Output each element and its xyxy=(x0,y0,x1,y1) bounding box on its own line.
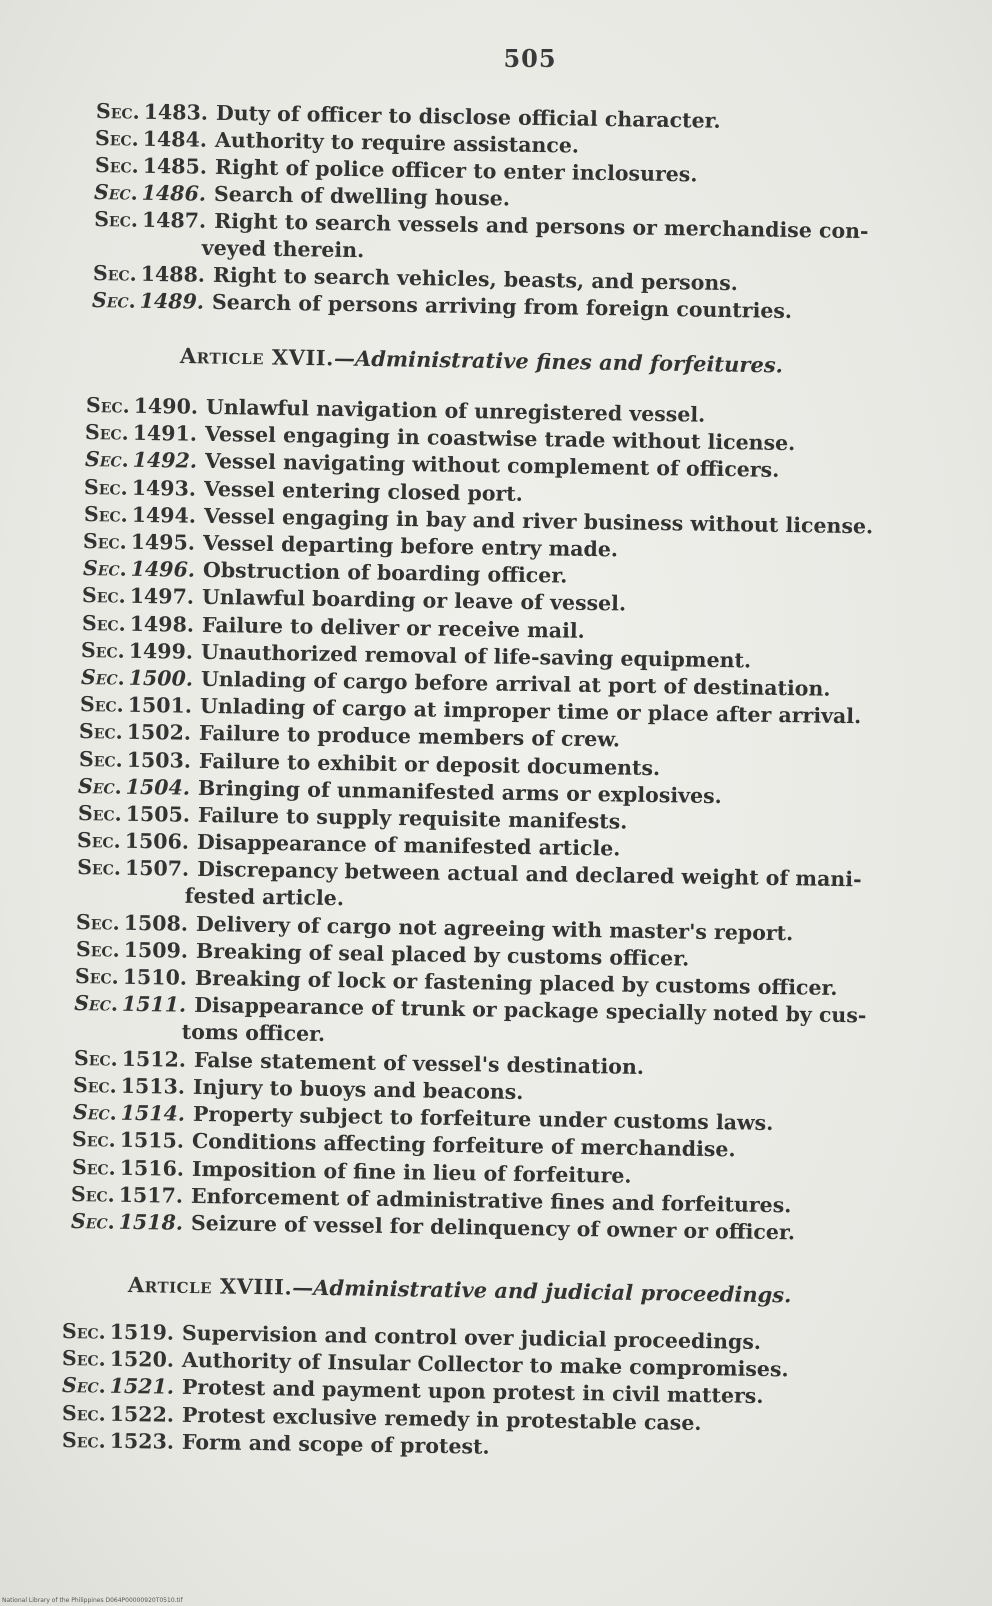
section-label: Sec xyxy=(79,719,117,744)
section-entry: Sec. 1513 . Injury to buoys and beacons. xyxy=(73,1072,524,1106)
section-title: Vessel engaging in bay and river business without license. xyxy=(203,503,874,539)
section-label: Sec xyxy=(84,447,122,472)
section-label: Sec xyxy=(80,665,118,690)
section-title: Delivery of cargo not agreeing with master's report. xyxy=(195,911,794,946)
section-number: 1507 . xyxy=(124,856,189,881)
section-title: Disappearance of trunk or package specially noted by cus- xyxy=(194,993,867,1028)
section-title: Conditions affecting forfeiture of merchandise. xyxy=(192,1129,737,1162)
section-number: 1492 . xyxy=(132,448,197,473)
section-title: Unlading of cargo before arrival at port of destination. xyxy=(200,666,831,701)
section-entry: Sec. 1493 . Vessel entering closed port. xyxy=(84,474,523,508)
section-label: Sec xyxy=(61,1319,99,1344)
section-entry: Sec. 1495 . Vessel departing before entry made. xyxy=(83,528,618,563)
section-entry: Sec. 1521 . Protest and payment upon protest in civil matters. xyxy=(62,1372,764,1410)
section-number: 1513 . xyxy=(121,1074,186,1099)
section-label: Sec xyxy=(81,583,119,608)
section-title: Protest and payment upon protest in civil matters. xyxy=(181,1375,764,1409)
section-number: 1521 . xyxy=(110,1374,175,1399)
section-number: 1516 . xyxy=(119,1155,184,1180)
section-title: Supervision and control over judicial proceedings. xyxy=(181,1320,762,1354)
section-number: 1519 . xyxy=(110,1320,175,1345)
section-label: Sec xyxy=(78,746,116,772)
section-number: 1483 . xyxy=(144,100,209,125)
section-title: Injury to buoys and beacons. xyxy=(193,1074,524,1105)
section-title-continuation: toms officer. xyxy=(182,1020,326,1047)
section-label: Sec xyxy=(78,773,116,799)
section-title: Vessel entering closed port. xyxy=(204,476,524,506)
section-entry: Sec. 1496 . Obstruction of boarding officer. xyxy=(82,555,567,590)
section-title: Seizure of vessel for delinquency of owner or officer. xyxy=(190,1210,795,1245)
section-number: 1501 . xyxy=(128,693,193,718)
section-number: 1517 . xyxy=(119,1183,184,1208)
section-entry: Sec. 1520 . Authority of Insular Collector to make compromises. xyxy=(62,1345,789,1383)
section-entry: Sec. 1494 . Vessel engaging in bay and river business without license. xyxy=(84,501,874,540)
section-number: 1497 . xyxy=(130,584,195,609)
section-label: Sec xyxy=(85,393,123,418)
section-label: Sec xyxy=(72,1100,110,1125)
section-entry: Sec. 1517 . Enforcement of administrative fines and forfeitures. xyxy=(71,1181,792,1219)
page-number: 505 xyxy=(503,44,557,73)
section-label: Sec xyxy=(94,180,132,205)
section-label: Sec xyxy=(73,1045,111,1071)
section-label: Sec xyxy=(93,207,131,232)
section-label: Sec xyxy=(72,1127,110,1152)
section-entry: Sec. 1484 . Authority to require assistance. xyxy=(95,125,579,160)
section-label: Sec xyxy=(92,261,130,286)
section-entry: Sec. 1501 . Unlading of cargo at improper time or place after arrival. xyxy=(80,691,862,730)
section-entry: Sec. 1507 . Discrepancy between actual and declared weight of mani- fested article. xyxy=(76,854,861,920)
section-label: Sec xyxy=(79,692,117,717)
section-title: Right of police officer to enter inclosures. xyxy=(214,154,698,187)
section-entry: Sec. 1519 . Supervision and control over judicial proceedings. xyxy=(62,1318,761,1356)
section-title: Form and scope of protest. xyxy=(181,1429,490,1459)
section-entry: Sec. 1508 . Delivery of cargo not agreeing with master's report. xyxy=(76,909,794,947)
section-entry: Sec. 1510 . Breaking of lock or fastening placed by customs officer. xyxy=(75,963,838,1002)
section-title: Search of dwelling house. xyxy=(213,181,511,211)
article-18-title: —Administrative and judicial proceedings. xyxy=(292,1274,792,1308)
section-label: Sec xyxy=(71,1154,109,1180)
section-title: Failure to exhibit or deposit documents. xyxy=(198,748,661,780)
section-number: 1498 . xyxy=(129,611,194,636)
section-label: Sec xyxy=(80,637,118,663)
section-title: Failure to deliver or receive mail. xyxy=(201,612,585,643)
section-label: Sec xyxy=(74,964,112,989)
section-number: 1496 . xyxy=(130,557,195,582)
section-entry: Sec. 1512 . False statement of vessel's destination. xyxy=(74,1045,644,1081)
section-number: 1485 . xyxy=(142,154,207,179)
section-entry: Sec. 1492 . Vessel navigating without complement of officers. xyxy=(85,446,780,484)
section-entry: Sec. 1486 . Search of dwelling house. xyxy=(94,179,510,213)
section-entry: Sec. 1500 . Unlading of cargo before arrival at port of destination. xyxy=(80,664,830,703)
section-title: Right to search vehicles, beasts, and persons. xyxy=(212,262,739,296)
section-number: 1522 . xyxy=(110,1401,175,1426)
section-title: Duty of officer to disclose official character. xyxy=(215,100,721,133)
section-entry: Sec. 1516 . Imposition of fine in lieu of forfeiture. xyxy=(71,1154,631,1190)
section-entry: Sec. 1488 . Right to search vehicles, beasts, and persons. xyxy=(93,260,738,297)
section-number: 1488 . xyxy=(141,262,206,287)
section-title: Vessel engaging in coastwise trade without license. xyxy=(205,422,796,456)
section-label: Sec xyxy=(61,1346,99,1371)
section-title: Discrepancy between actual and declared weight of mani- xyxy=(196,857,862,892)
section-label: Sec xyxy=(75,909,113,935)
section-number: 1512 . xyxy=(121,1047,186,1072)
section-title: Search of persons arriving from foreign countries. xyxy=(212,289,793,323)
section-label: Sec xyxy=(76,855,114,880)
section-title: Breaking of lock or fastening placed by customs officer. xyxy=(194,966,838,1001)
section-number: 1503 . xyxy=(126,747,191,772)
section-number: 1514 . xyxy=(120,1101,185,1126)
section-number: 1487 . xyxy=(141,208,206,233)
section-entry: Sec. 1487 . Right to search vessels and persons or merchandise con- veyed therein. xyxy=(93,206,868,272)
section-number: 1520 . xyxy=(110,1347,175,1372)
section-entry: Sec. 1503 . Failure to exhibit or deposit documents. xyxy=(79,746,661,782)
section-number: 1515 . xyxy=(120,1128,185,1153)
section-number: 1489 . xyxy=(140,289,205,314)
section-number: 1502 . xyxy=(127,720,192,745)
section-entry: Sec. 1515 . Conditions affecting forfeiture of merchandise. xyxy=(72,1126,736,1163)
section-label: Sec xyxy=(61,1400,99,1426)
section-number: 1499 . xyxy=(129,639,194,664)
section-label: Sec xyxy=(94,153,132,178)
scan-footer: National Library of the Philippines D064P00000920T0510.tif xyxy=(2,1597,183,1604)
section-title: Protest exclusive remedy in protestable case. xyxy=(181,1402,702,1435)
section-title: False statement of vessel's destination. xyxy=(193,1047,645,1079)
section-label: Sec xyxy=(92,288,130,313)
section-number: 1494 . xyxy=(131,503,196,528)
article-17-heading xyxy=(180,343,783,377)
section-title: Authority to require assistance. xyxy=(215,127,580,158)
article-17-label: Article XVII. xyxy=(179,343,335,371)
section-entry: Sec. 1514 . Property subject to forfeiture under customs laws. xyxy=(73,1099,774,1137)
section-entry: Sec. 1522 . Protest exclusive remedy in protestable case. xyxy=(62,1400,702,1437)
section-title: Unlading of cargo at improper time or place after arrival. xyxy=(199,694,862,729)
section-label: Sec xyxy=(74,991,112,1016)
section-entry: Sec. 1491 . Vessel engaging in coastwise trade without license. xyxy=(85,419,796,457)
section-number: 1490 . xyxy=(134,394,199,419)
section-number: 1509 . xyxy=(123,938,188,963)
section-entry: Sec. 1490 . Unlawful navigation of unregistered vessel. xyxy=(86,392,706,429)
section-number: 1510 . xyxy=(123,965,188,990)
section-entry: Sec. 1499 . Unauthorized removal of life-saving equipment. xyxy=(81,637,752,675)
section-title: Breaking of seal placed by customs officer. xyxy=(195,938,689,971)
section-label: Sec xyxy=(85,420,123,445)
section-label: Sec xyxy=(95,126,133,151)
section-entry: Sec. 1489 . Search of persons arriving from foreign countries. xyxy=(92,287,792,325)
section-number: 1518 . xyxy=(118,1210,183,1235)
section-label: Sec xyxy=(83,529,121,554)
section-number: 1486 . xyxy=(142,181,207,206)
section-label: Sec xyxy=(81,610,119,636)
article-18-label: Article XVIII. xyxy=(127,1272,293,1300)
section-label: Sec xyxy=(77,801,115,826)
section-label: Sec xyxy=(82,556,120,581)
section-title: Enforcement of administrative fines and forfeitures. xyxy=(190,1183,792,1218)
section-label: Sec xyxy=(84,474,122,500)
section-number: 1493 . xyxy=(132,475,197,500)
article-18-heading xyxy=(128,1272,792,1307)
section-entry: Sec. 1518 . Seizure of vessel for delinquency of owner or officer. xyxy=(70,1208,794,1246)
section-entry: Sec. 1498 . Failure to deliver or receive mail. xyxy=(81,610,584,645)
section-number: 1505 . xyxy=(125,802,190,827)
section-label: Sec xyxy=(70,1209,108,1234)
section-number: 1495 . xyxy=(131,530,196,555)
section-number: 1506 . xyxy=(125,829,190,854)
section-title: Failure to produce members of crew. xyxy=(199,721,621,752)
section-title: Bringing of unmanifested arms or explosives. xyxy=(198,775,723,808)
section-number: 1511 . xyxy=(122,992,187,1017)
section-entry: Sec. 1497 . Unlawful boarding or leave of vessel. xyxy=(82,582,627,618)
section-title: Right to search vessels and persons or merchandise con- xyxy=(213,208,869,244)
section-label: Sec xyxy=(77,828,115,853)
section-title: Disappearance of manifested article. xyxy=(196,830,621,861)
section-title: Unauthorized removal of life-saving equipment. xyxy=(200,639,752,673)
section-title: Failure to supply requisite manifests. xyxy=(197,802,628,834)
section-number: 1508 . xyxy=(124,911,189,936)
section-number: 1500 . xyxy=(128,666,193,691)
section-entry: Sec. 1483 . Duty of officer to disclose official character. xyxy=(96,98,721,135)
section-label: Sec xyxy=(95,99,133,124)
section-entry: Sec. 1509 . Breaking of seal placed by customs officer. xyxy=(75,936,689,973)
section-title: Authority of Insular Collector to make compromises. xyxy=(181,1348,789,1382)
section-entry: Sec. 1505 . Failure to supply requisite manifests. xyxy=(78,800,628,836)
section-title: Imposition of fine in lieu of forfeiture. xyxy=(191,1156,632,1188)
section-entry: Sec. 1485 . Right of police officer to enter inclosures. xyxy=(95,152,698,188)
section-label: Sec xyxy=(70,1181,108,1207)
section-label: Sec xyxy=(73,1073,111,1098)
section-entry: Sec. 1502 . Failure to produce members of crew. xyxy=(79,718,620,753)
section-label: Sec xyxy=(61,1427,99,1453)
section-number: 1484 . xyxy=(143,127,208,152)
section-title: Obstruction of boarding officer. xyxy=(202,558,568,588)
section-number: 1523 . xyxy=(110,1429,175,1454)
section-title: Unlawful boarding or leave of vessel. xyxy=(201,585,627,616)
section-title: Property subject to forfeiture under customs laws. xyxy=(192,1102,774,1136)
section-label: Sec xyxy=(83,501,121,527)
section-label: Sec xyxy=(61,1373,99,1398)
section-entry: Sec. 1523 . Form and scope of protest. xyxy=(62,1427,490,1461)
section-number: 1504 . xyxy=(126,775,191,800)
section-entry: Sec. 1506 . Disappearance of manifested article. xyxy=(77,827,621,863)
section-entry: Sec. 1504 . Bringing of unmanifested arms or explosives. xyxy=(78,773,722,810)
section-title: Vessel departing before entry made. xyxy=(203,530,619,562)
section-title-continuation: fested article. xyxy=(184,884,344,911)
section-label: Sec xyxy=(75,937,113,962)
section-entry: Sec. 1511 . Disappearance of trunk or package specially noted by cus- toms officer. xyxy=(74,990,867,1056)
article-17-title: —Administrative fines and forfeitures. xyxy=(333,345,784,378)
section-title: Unlawful navigation of unregistered vessel. xyxy=(205,394,706,427)
section-title-continuation: veyed therein. xyxy=(201,235,365,263)
section-number: 1491 . xyxy=(133,421,198,446)
section-title: Vessel navigating without complement of officers. xyxy=(204,449,780,483)
